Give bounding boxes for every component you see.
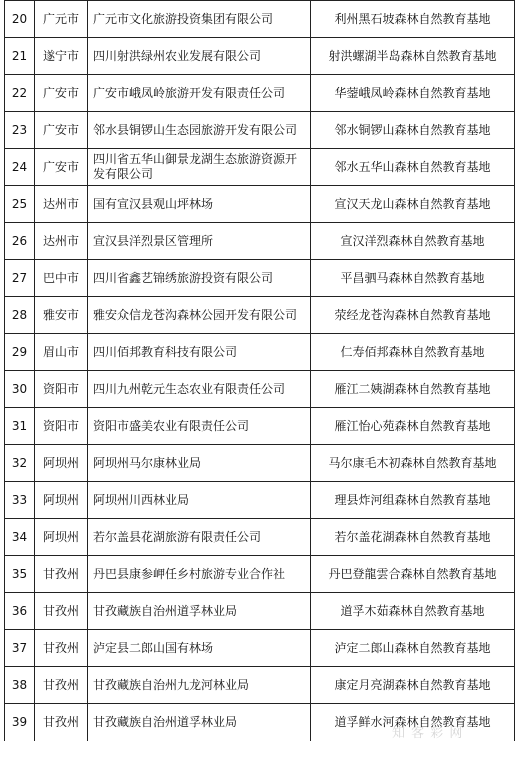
- row-number: 20: [5, 1, 35, 38]
- organization-cell: 阿坝州马尔康林业局: [88, 445, 311, 482]
- base-name-cell: 理县炸河组森林自然教育基地: [311, 482, 515, 519]
- city-cell: 阿坝州: [35, 482, 88, 519]
- organization-cell: 四川省鑫艺锦绣旅游投资有限公司: [88, 260, 311, 297]
- row-number: 23: [5, 112, 35, 149]
- organization-cell: 丹巴县康参岬任乡村旅游专业合作社: [88, 556, 311, 593]
- row-number: 39: [5, 704, 35, 741]
- row-number: 35: [5, 556, 35, 593]
- row-number: 33: [5, 482, 35, 519]
- organization-cell: 广元市文化旅游投资集团有限公司: [88, 1, 311, 38]
- table-row: [5, 704, 515, 741]
- table-row: [5, 149, 515, 186]
- row-number: 28: [5, 297, 35, 334]
- table-row: [5, 630, 515, 667]
- organization-cell: 雅安众信龙苍沟森林公园开发有限公司: [88, 297, 311, 334]
- row-number: 38: [5, 667, 35, 704]
- base-name-cell: 马尔康毛木初森林自然教育基地: [311, 445, 515, 482]
- organization-cell: 四川射洪绿州农业发展有限公司: [88, 38, 311, 75]
- watermark: 知 客 彩 网: [392, 726, 464, 741]
- organization-cell: 四川省五华山御景龙湖生态旅游资源开发有限公司: [88, 149, 311, 186]
- table-row: [5, 38, 515, 75]
- table-row: [5, 371, 515, 408]
- organization-cell: 四川九州乾元生态农业有限责任公司: [88, 371, 311, 408]
- row-number: 26: [5, 223, 35, 260]
- table-row: [5, 556, 515, 593]
- city-cell: 达州市: [35, 223, 88, 260]
- base-name-cell: 康定月亮湖森林自然教育基地: [311, 667, 515, 704]
- row-number: 30: [5, 371, 35, 408]
- organization-cell: 甘孜藏族自治州道孚林业局: [88, 593, 311, 630]
- row-number: 24: [5, 149, 35, 186]
- row-number: 25: [5, 186, 35, 223]
- city-cell: 资阳市: [35, 408, 88, 445]
- row-number: 37: [5, 630, 35, 667]
- city-cell: 阿坝州: [35, 445, 88, 482]
- city-cell: 甘孜州: [35, 667, 88, 704]
- base-name-cell: 若尔盖花湖森林自然教育基地: [311, 519, 515, 556]
- table-row: [5, 223, 515, 260]
- organization-cell: 甘孜藏族自治州九龙河林业局: [88, 667, 311, 704]
- city-cell: 雅安市: [35, 297, 88, 334]
- organization-cell: 国有宣汉县观山坪林场: [88, 186, 311, 223]
- base-name-cell: 雁江二姨湖森林自然教育基地: [311, 371, 515, 408]
- city-cell: 眉山市: [35, 334, 88, 371]
- base-name-cell: 道孚鲜水河森林自然教育基地: [311, 704, 515, 741]
- city-cell: 遂宁市: [35, 38, 88, 75]
- organization-cell: 泸定县二郎山国有林场: [88, 630, 311, 667]
- base-name-cell: 道孚木茹森林自然教育基地: [311, 593, 515, 630]
- city-cell: 阿坝州: [35, 519, 88, 556]
- city-cell: 甘孜州: [35, 556, 88, 593]
- row-number: 22: [5, 75, 35, 112]
- base-name-cell: 邻水五华山森林自然教育基地: [311, 149, 515, 186]
- row-number: 29: [5, 334, 35, 371]
- organization-cell: 广安市峨凤岭旅游开发有限责任公司: [88, 75, 311, 112]
- organization-cell: 甘孜藏族自治州道孚林业局: [88, 704, 311, 741]
- city-cell: 甘孜州: [35, 704, 88, 741]
- row-number: 34: [5, 519, 35, 556]
- organization-cell: 宣汉县洋烈景区管理所: [88, 223, 311, 260]
- table-row: [5, 186, 515, 223]
- base-name-cell: 射洪螺湖半岛森林自然教育基地: [311, 38, 515, 75]
- base-name-cell: 荥经龙苍沟森林自然教育基地: [311, 297, 515, 334]
- table-row: [5, 334, 515, 371]
- row-number: 21: [5, 38, 35, 75]
- base-name-cell: 宣汉天龙山森林自然教育基地: [311, 186, 515, 223]
- table-row: [5, 1, 515, 38]
- city-cell: 资阳市: [35, 371, 88, 408]
- table-body: [5, 1, 515, 741]
- row-number: 31: [5, 408, 35, 445]
- table-row: [5, 75, 515, 112]
- base-name-cell: 雁江怡心苑森林自然教育基地: [311, 408, 515, 445]
- base-name-cell: 华蓥峨凤岭森林自然教育基地: [311, 75, 515, 112]
- organization-cell: 若尔盖县花湖旅游有限责任公司: [88, 519, 311, 556]
- base-list-table: [4, 0, 515, 741]
- organization-cell: 四川佰邦教育科技有限公司: [88, 334, 311, 371]
- base-name-cell: 平昌驷马森林自然教育基地: [311, 260, 515, 297]
- city-cell: 达州市: [35, 186, 88, 223]
- organization-cell: 邻水县铜锣山生态园旅游开发有限公司: [88, 112, 311, 149]
- base-name-cell: 宣汉洋烈森林自然教育基地: [311, 223, 515, 260]
- table-row: [5, 593, 515, 630]
- base-name-cell: 邻水铜锣山森林自然教育基地: [311, 112, 515, 149]
- table-row: [5, 667, 515, 704]
- table-row: [5, 408, 515, 445]
- base-name-cell: 泸定二郎山森林自然教育基地: [311, 630, 515, 667]
- city-cell: 广安市: [35, 75, 88, 112]
- table-row: [5, 260, 515, 297]
- table-row: [5, 445, 515, 482]
- base-name-cell: 仁寿佰邦森林自然教育基地: [311, 334, 515, 371]
- row-number: 32: [5, 445, 35, 482]
- table-row: [5, 519, 515, 556]
- city-cell: 甘孜州: [35, 630, 88, 667]
- table-row: [5, 297, 515, 334]
- city-cell: 巴中市: [35, 260, 88, 297]
- organization-cell: 资阳市盛美农业有限责任公司: [88, 408, 311, 445]
- table-row: [5, 482, 515, 519]
- city-cell: 广安市: [35, 112, 88, 149]
- base-name-cell: 丹巴登龍雲合森林自然教育基地: [311, 556, 515, 593]
- city-cell: 甘孜州: [35, 593, 88, 630]
- city-cell: 广元市: [35, 1, 88, 38]
- organization-cell: 阿坝州川西林业局: [88, 482, 311, 519]
- base-name-cell: 利州黑石坡森林自然教育基地: [311, 1, 515, 38]
- table-row: [5, 112, 515, 149]
- row-number: 36: [5, 593, 35, 630]
- row-number: 27: [5, 260, 35, 297]
- city-cell: 广安市: [35, 149, 88, 186]
